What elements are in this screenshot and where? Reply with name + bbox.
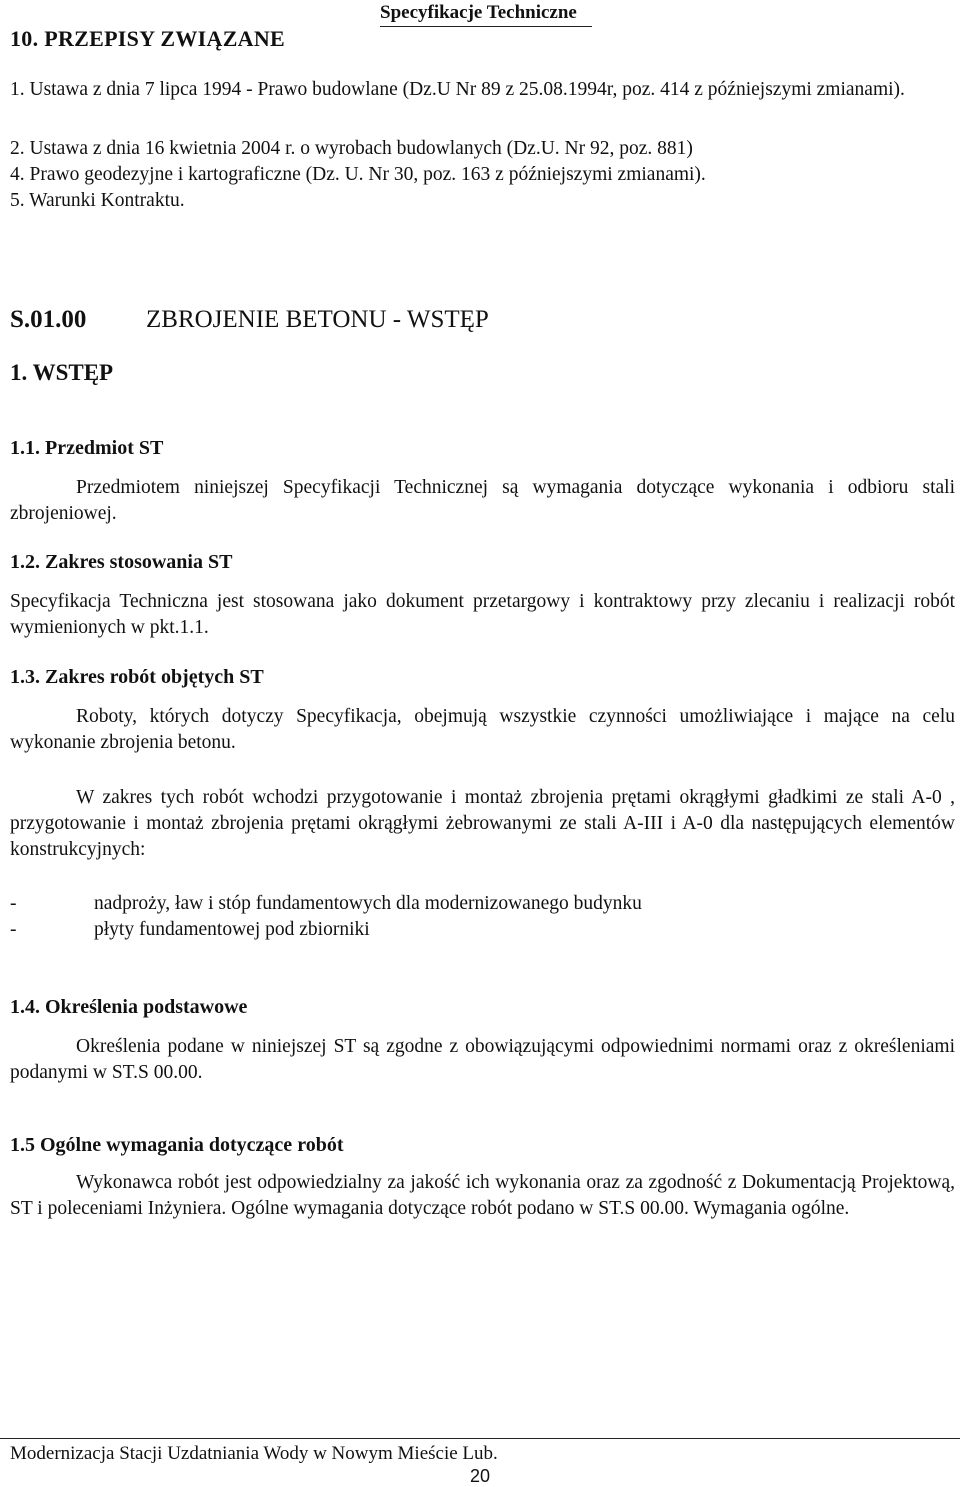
paragraph-1-1: Przedmiotem niniejszej Specyfikacji Technicznej są wymagania dotyczące wykonania i odbioru stali zbrojeniowej. xyxy=(10,477,955,524)
heading-1-5: 1.5 Ogólne wymagania dotyczące robót xyxy=(10,1134,344,1156)
list-item: płyty fundamentowej pod zbiorniki xyxy=(94,919,370,940)
heading-1-3: 1.3. Zakres robót objętych ST xyxy=(10,666,264,688)
paragraph-1-3-a: Roboty, których dotyczy Specyfikacja, obejmują wszystkie czynności umożliwiające i mające na celu wykonanie zbrojenia betonu. xyxy=(10,706,955,753)
section-title: 10. PRZEPISY ZWIĄZANE xyxy=(10,26,286,51)
chapter-code: S.01.00 xyxy=(10,306,87,333)
paragraph-1-5: Wykonawca robót jest odpowiedzialny za jakość ich wykonania oraz za zgodność z Dokumentacją Projektową, ST i poleceniami Inżyniera. Ogólne wymagania dotyczące robót podano w ST.S 00.00. Wymagania ogólne. xyxy=(10,1172,955,1219)
page-number: 20 xyxy=(469,1466,491,1486)
reference-item: 5. Warunki Kontraktu. xyxy=(10,190,185,211)
paragraph-1-3-b: W zakres tych robót wchodzi przygotowanie i montaż zbrojenia prętami okrągłymi gładkimi ze stali A-0 , przygotowanie i montaż zbrojenia prętami okrągłymi żebrowanymi ze stali A-III i A-0 dla następujących elementów konstrukcyjnych: xyxy=(10,787,955,860)
document-header-title: Specyfikacje Techniczne xyxy=(380,2,592,27)
heading-1-2: 1.2. Zakres stosowania ST xyxy=(10,551,233,573)
footer-divider xyxy=(0,1438,960,1439)
reference-item: 2. Ustawa z dnia 16 kwietnia 2004 r. o wyrobach budowlanych (Dz.U. Nr 92, poz. 881) xyxy=(10,138,693,159)
paragraph-1-2: Specyfikacja Techniczna jest stosowana jako dokument przetargowy i kontraktowy przy zlecaniu i realizacji robót wymienionych w pkt.1.1. xyxy=(10,591,955,638)
list-item-marker: - xyxy=(10,919,17,940)
reference-item: 1. Ustawa z dnia 7 lipca 1994 - Prawo budowlane (Dz.U Nr 89 z 25.08.1994r, poz. 414 z późniejszymi zmianami). xyxy=(10,79,905,100)
list-item: nadproży, ław i stóp fundamentowych dla modernizowanego budynku xyxy=(94,893,642,914)
footer-project-name: Modernizacja Stacji Uzdatniania Wody w Nowym Mieście Lub. xyxy=(10,1443,498,1464)
reference-item: 4. Prawo geodezyjne i kartograficzne (Dz. U. Nr 30, poz. 163 z późniejszymi zmianami). xyxy=(10,164,706,185)
heading-1-4: 1.4. Określenia podstawowe xyxy=(10,996,248,1018)
chapter-title: ZBROJENIE BETONU - WSTĘP xyxy=(146,306,489,333)
paragraph-1-4: Określenia podane w niniejszej ST są zgodne z obowiązującymi odpowiednimi normami oraz z określeniami podanymi w ST.S 00.00. xyxy=(10,1036,955,1083)
list-item-marker: - xyxy=(10,893,17,914)
heading-introduction: 1. WSTĘP xyxy=(10,360,114,385)
heading-1-1: 1.1. Przedmiot ST xyxy=(10,437,164,459)
